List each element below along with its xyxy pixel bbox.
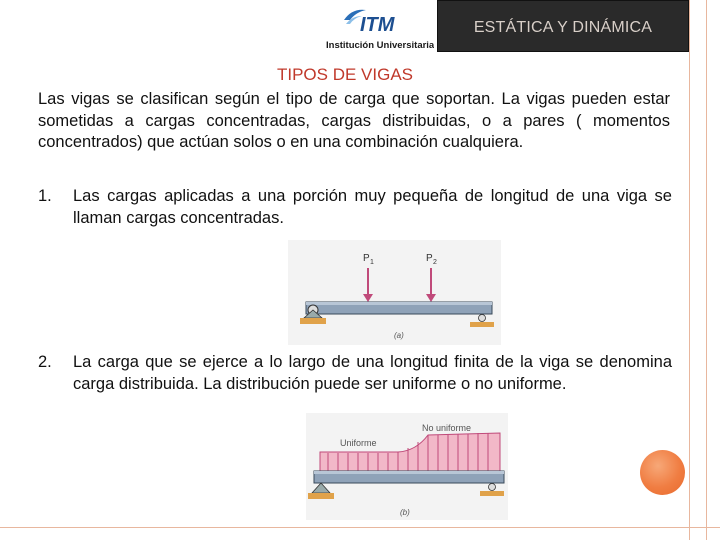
label-nonuniform: No uniforme [422,423,472,433]
load-label-p2-sub: 2 [433,259,437,266]
frame-line-vertical-outer [706,0,707,540]
figure-distributed-loads [306,413,508,520]
figure-a-caption: (a) [394,331,404,340]
slide-title: TIPOS DE VIGAS [276,65,414,84]
itm-logo [322,4,434,54]
list-item-text: La carga que se ejerce a lo largo de una longitud finita de la viga se denomina carga distribuida. La distribución puede ser uniforme o no uniforme. [73,353,672,393]
list-item-text: Las cargas aplicadas a una porción muy pequeña de longitud de una viga se llaman cargas concentradas. [73,187,672,227]
decorative-orange-circle [640,450,685,495]
list-item-number: 2. [38,353,52,371]
frame-line-bottom [0,527,720,528]
intro-paragraph: Las vigas se clasifican según el tipo de carga que soportan. La vigas pueden estar sometidas a cargas concentradas, cargas distribuidas, o a pares ( momentos concentrados) que actúan solos o en una combinación cualquiera. [38,90,670,151]
load-label-p1-sub: 1 [370,259,374,266]
beam-icon [306,302,492,314]
figure-b-caption: (b) [400,508,410,517]
label-uniform: Uniforme [340,438,377,448]
list-item-number: 1. [38,187,52,205]
logo-institution: Institución Universitaria [326,40,434,51]
list-item [38,186,672,232]
logo-brand: ITM [360,14,395,36]
load-label-p2: P [426,253,433,264]
beam-icon [314,471,504,483]
figure-concentrated-loads [288,240,501,345]
header-title: ESTÁTICA Y DINÁMICA [473,19,653,36]
list-item [38,352,672,420]
header-banner [437,0,689,52]
load-label-p1: P [363,253,370,264]
